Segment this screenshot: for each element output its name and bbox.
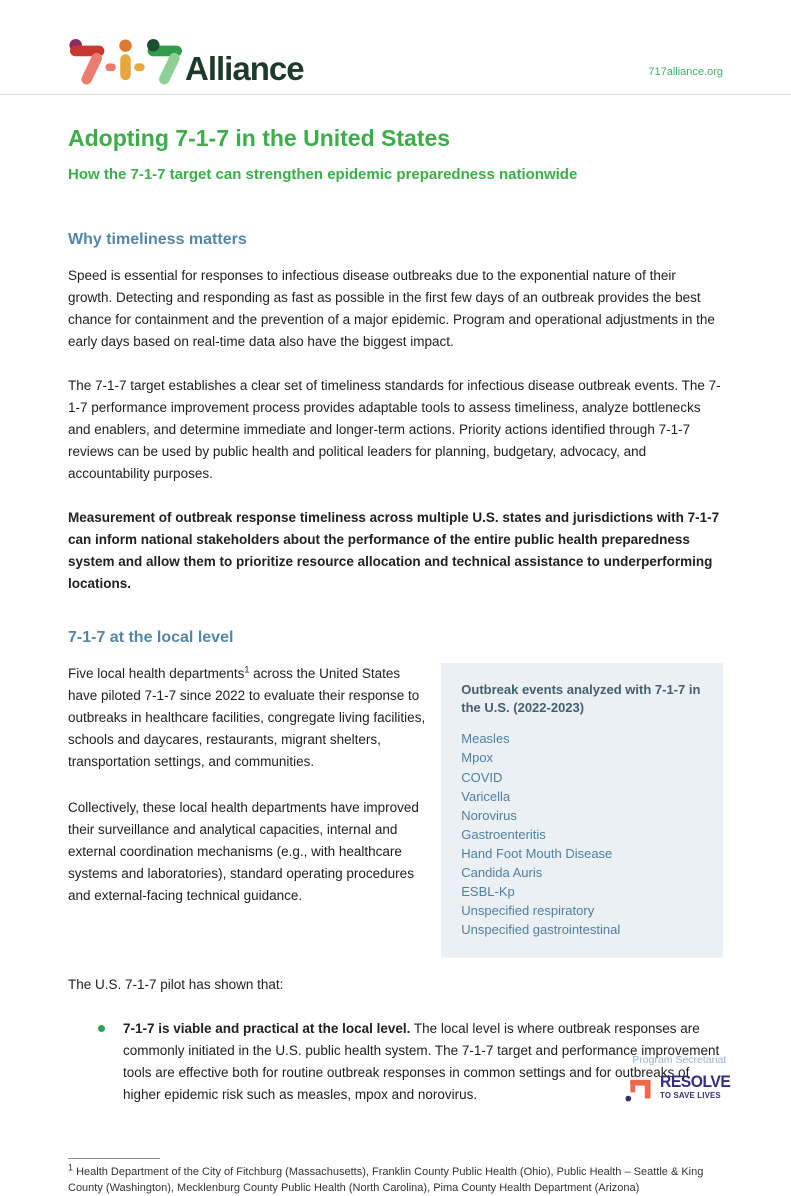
list-item: Measles bbox=[461, 731, 510, 747]
para-text: across the United States have piloted 7-1-7 since 2022 to evaluate their response to outbreaks in healthcare facilities, congregate living facilities, schools and daycares, restaurants, migrant shelters, transportation settings, and communities. bbox=[68, 666, 426, 769]
paragraph-collectively: Collectively, these local health departments have improved their surveillance and analytical capacities, internal and external coordination mechanisms (e.g., with healthcare systems and laboratories), standard operating procedures and external-facing technical guidance. bbox=[68, 800, 419, 903]
list-item: Unspecified respiratory bbox=[461, 903, 595, 919]
page-title: Adopting 7-1-7 in the United States bbox=[68, 125, 451, 151]
list-item: Varicella bbox=[461, 788, 511, 804]
list-item: Mpox bbox=[461, 750, 494, 766]
paragraph-target: The 7-1-7 target establishes a clear set of timeliness standards for infectious disease outbreak events. The 7-1-7 performance improvement process provides adaptable tools to assess timeliness, analyze bottlenecks and enablers, and determine immediate and longer-term actions. Priority actions identified through 7-1-7 reviews can be used by public health and political leaders for planning, budgetary, advocacy, and accountability purposes. bbox=[68, 378, 721, 481]
bullet-lead-bold: 7-1-7 is viable and practical at the local level. bbox=[123, 1020, 411, 1036]
rtsl-logo-icon bbox=[623, 1070, 655, 1104]
site-link[interactable]: 717alliance.org bbox=[648, 66, 723, 78]
footnote-body: Health Department of the City of Fitchburg (Massachusetts), Franklin County Public Health (Ohio), Public Health – Seattle & King County (Washington), Mecklenburg County Public Health (North Carolina), Pima County Health Department (Arizona) bbox=[68, 1165, 704, 1194]
bullet-rest: The local level is where outbreak responses are commonly initiated in the U.S. public health system. The 7-1-7 target and performance improvement tools are effective both for routine outbreak responses in common settings and for outbreaks of higher epidemic risk such as measles, mpox and norovirus. bbox=[123, 1020, 720, 1102]
list-item: Gastroenteritis bbox=[461, 826, 546, 842]
list-item: Candida Auris bbox=[461, 865, 543, 881]
paragraph-measurement-bold: Measurement of outbreak response timeliness across multiple U.S. states and jurisdictions with 7-1-7 can inform national stakeholders about the performance of the entire public health preparedness system and allow them to prioritize resource allocation and technical assistance to underperforming locations. bbox=[68, 510, 720, 591]
outbreak-events-box bbox=[441, 663, 723, 958]
footnote-divider bbox=[68, 1158, 160, 1159]
footnote-ref: 1 bbox=[244, 664, 250, 675]
footnote-text bbox=[68, 1161, 723, 1196]
page-subtitle: How the 7-1-7 target can strengthen epidemic preparedness nationwide bbox=[68, 166, 578, 183]
logo-wordmark: Alliance bbox=[185, 49, 304, 87]
header bbox=[0, 0, 791, 95]
list-item: Norovirus bbox=[461, 807, 517, 823]
two-column-area bbox=[68, 663, 723, 958]
outbreak-list bbox=[461, 729, 703, 939]
outbreak-box-title: Outbreak events analyzed with 7-1-7 in the U.S. (2022-2023) bbox=[461, 682, 701, 716]
program-secretariat-label: Program Secretariat bbox=[632, 1054, 727, 1066]
rtsl-line1: RESOLVE bbox=[659, 1072, 730, 1092]
bullet-dot-icon bbox=[98, 1025, 105, 1032]
rtsl-logo-text bbox=[660, 1073, 736, 1100]
list-item: Unspecified gastrointestinal bbox=[461, 922, 621, 938]
pilot-intro: The U.S. 7-1-7 pilot has shown that: bbox=[68, 976, 284, 992]
section-heading-why-timeliness: Why timeliness matters bbox=[68, 231, 247, 248]
list-item: ESBL-Kp bbox=[461, 884, 515, 900]
footnote bbox=[68, 1158, 723, 1196]
left-column bbox=[68, 663, 425, 958]
footer bbox=[623, 1054, 736, 1104]
717-logo-mark-icon bbox=[68, 38, 183, 84]
resolve-to-save-lives-logo bbox=[623, 1070, 736, 1104]
list-item: COVID bbox=[461, 769, 503, 785]
paragraph-speed: Speed is essential for responses to infectious disease outbreaks due to the exponential nature of their growth. Detecting and responding as fast as possible in the first few days of an outbreak provides the best chance for containment and the prevention of a major epidemic. Program and operational adjustments in the early days based on real-time data also have the biggest impact. bbox=[68, 268, 715, 349]
section-heading-local-level: 7-1-7 at the local level bbox=[68, 629, 234, 646]
717-alliance-logo bbox=[68, 38, 304, 87]
rtsl-line2: TO SAVE LIVES bbox=[659, 1090, 721, 1101]
footnote-marker: 1 bbox=[68, 1161, 74, 1172]
list-item: Hand Foot Mouth Disease bbox=[461, 846, 613, 862]
paragraph-five-departments bbox=[68, 663, 425, 773]
para-text: Five local health departments bbox=[68, 666, 245, 681]
